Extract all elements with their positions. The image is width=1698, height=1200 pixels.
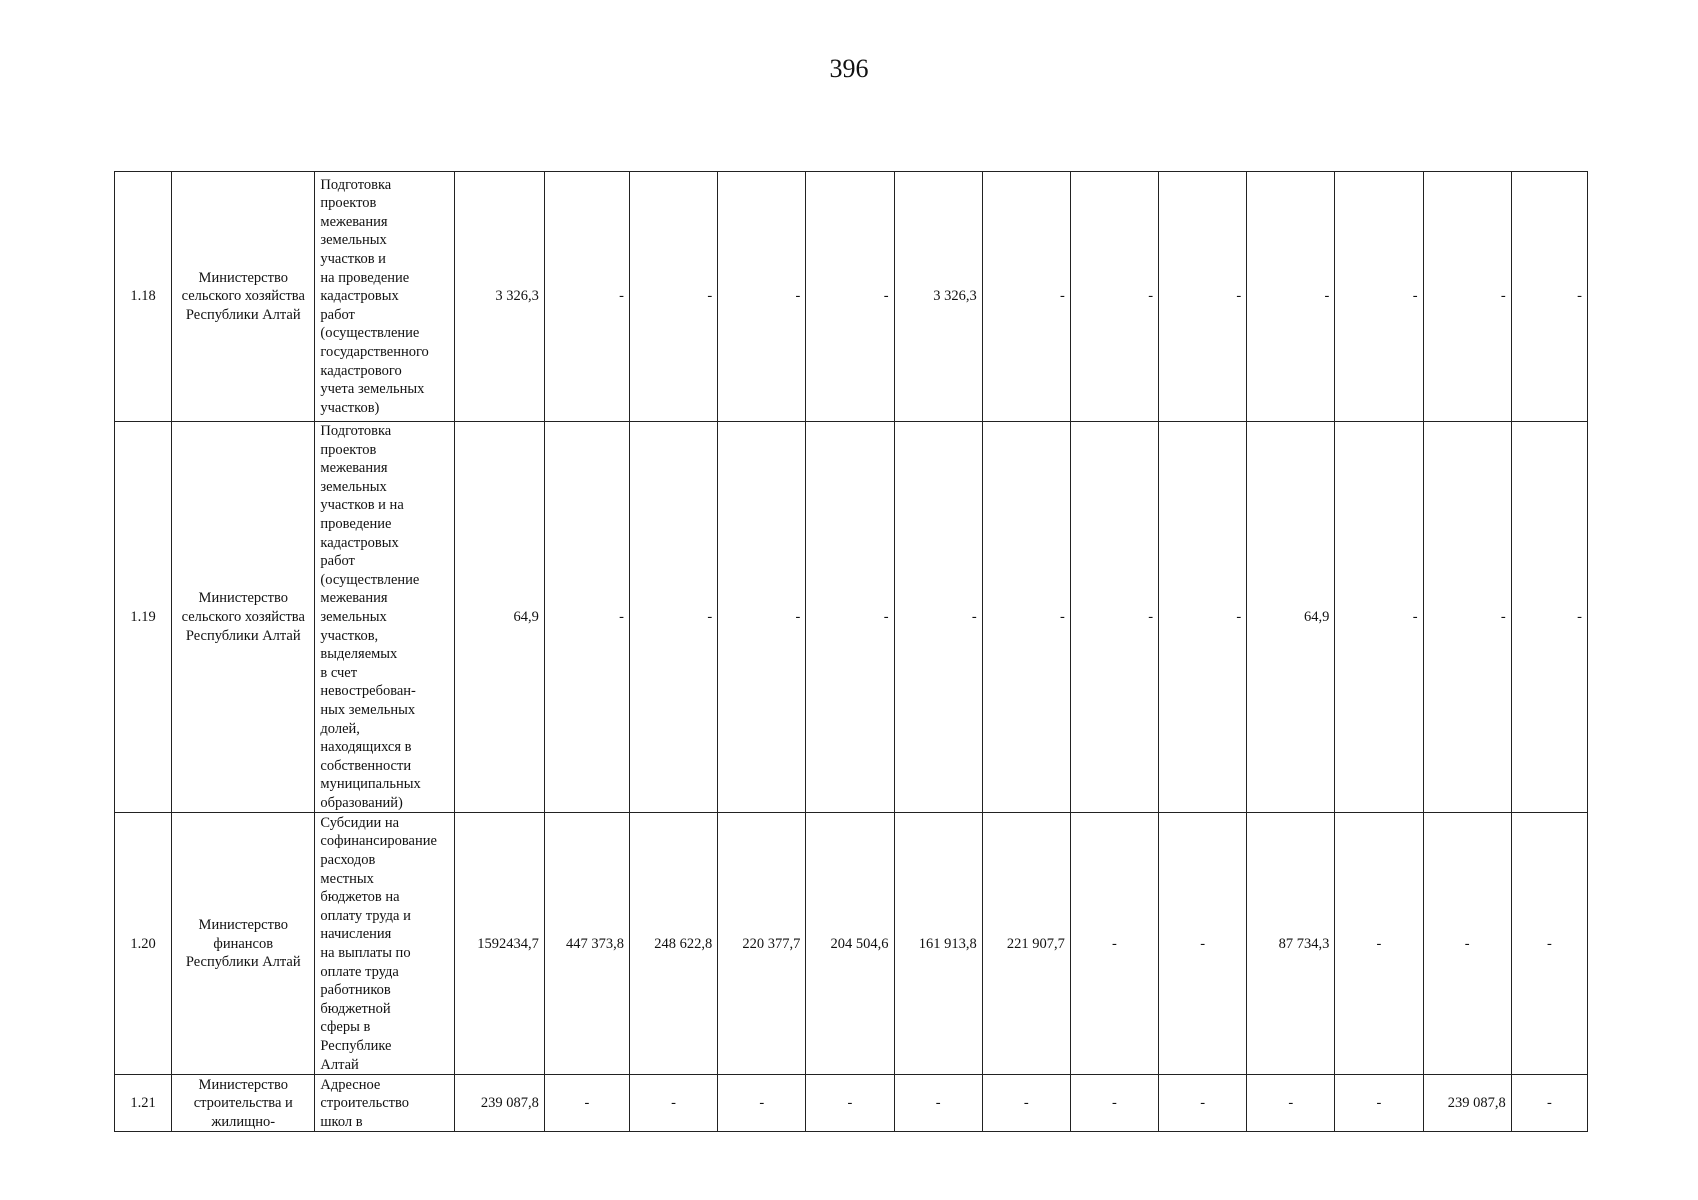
value-cell: -: [1159, 172, 1247, 422]
value-cell: -: [630, 1075, 718, 1132]
value-cell: 3 326,3: [894, 172, 982, 422]
value-cell: -: [1335, 813, 1423, 1075]
value-cell: 220 377,7: [718, 813, 806, 1075]
value-cell: -: [1511, 1075, 1587, 1132]
value-cell: -: [982, 1075, 1070, 1132]
organization-cell: Министерство сельского хозяйства Республики Алтай: [172, 422, 315, 813]
value-cell: -: [1159, 1075, 1247, 1132]
value-cell: 221 907,7: [982, 813, 1070, 1075]
value-cell: 239 087,8: [1423, 1075, 1511, 1132]
value-cell: -: [1247, 1075, 1335, 1132]
description-cell: Адресное строительство школ в: [315, 1075, 454, 1132]
value-cell: -: [894, 422, 982, 813]
row-number-cell: 1.20: [115, 813, 172, 1075]
value-cell: -: [1070, 813, 1158, 1075]
value-cell: -: [1423, 172, 1511, 422]
organization-cell: Министерство строительства и жилищно-: [172, 1075, 315, 1132]
organization-cell: Министерство сельского хозяйства Республики Алтай: [172, 172, 315, 422]
value-cell: -: [718, 1075, 806, 1132]
value-cell: -: [806, 172, 894, 422]
value-cell: -: [1070, 172, 1158, 422]
value-cell: 161 913,8: [894, 813, 982, 1075]
value-cell: -: [1511, 813, 1587, 1075]
table-row: [115, 422, 1588, 813]
value-cell: -: [544, 1075, 629, 1132]
value-cell: -: [1511, 172, 1587, 422]
value-cell: -: [544, 422, 629, 813]
total-cell: 1592434,7: [454, 813, 544, 1075]
value-cell: -: [718, 172, 806, 422]
page-number: 396: [829, 54, 869, 83]
value-cell: 204 504,6: [806, 813, 894, 1075]
row-number-cell: 1.18: [115, 172, 172, 422]
value-cell: 248 622,8: [630, 813, 718, 1075]
table-row: [115, 1075, 1588, 1132]
description-cell: Подготовка проектов межевания земельных участков и на проведение кадастровых работ (осуществление межевания земельных участков, выделяемых в счет невостребован- ных земельных долей, находящихся в собственности муниципальных образований): [315, 422, 454, 813]
value-cell: 447 373,8: [544, 813, 629, 1075]
row-number-cell: 1.19: [115, 422, 172, 813]
value-cell: -: [1159, 422, 1247, 813]
budget-table-body: [115, 172, 1588, 1132]
value-cell: 64,9: [1247, 422, 1335, 813]
table-row: [115, 813, 1588, 1075]
value-cell: -: [894, 1075, 982, 1132]
value-cell: -: [1511, 422, 1587, 813]
budget-table: [114, 171, 1588, 1132]
value-cell: -: [1247, 172, 1335, 422]
value-cell: -: [544, 172, 629, 422]
description-cell: Подготовка проектов межевания земельных участков и на проведение кадастровых работ (осуществление государственного кадастрового учета земельных участков): [315, 172, 454, 422]
total-cell: 64,9: [454, 422, 544, 813]
organization-cell: Министерство финансов Республики Алтай: [172, 813, 315, 1075]
value-cell: -: [630, 172, 718, 422]
value-cell: -: [1335, 172, 1423, 422]
total-cell: 239 087,8: [454, 1075, 544, 1132]
value-cell: -: [1335, 1075, 1423, 1132]
value-cell: -: [1070, 422, 1158, 813]
description-cell: Субсидии на софинансирование расходов местных бюджетов на оплату труда и начисления на выплаты по оплате труда работников бюджетной сферы в Республике Алтай: [315, 813, 454, 1075]
table-row: [115, 172, 1588, 422]
total-cell: 3 326,3: [454, 172, 544, 422]
value-cell: -: [1423, 813, 1511, 1075]
value-cell: -: [806, 422, 894, 813]
value-cell: -: [1070, 1075, 1158, 1132]
value-cell: -: [718, 422, 806, 813]
value-cell: -: [982, 422, 1070, 813]
value-cell: -: [1335, 422, 1423, 813]
value-cell: -: [806, 1075, 894, 1132]
value-cell: -: [982, 172, 1070, 422]
value-cell: -: [1423, 422, 1511, 813]
value-cell: -: [630, 422, 718, 813]
row-number-cell: 1.21: [115, 1075, 172, 1132]
value-cell: -: [1159, 813, 1247, 1075]
value-cell: 87 734,3: [1247, 813, 1335, 1075]
